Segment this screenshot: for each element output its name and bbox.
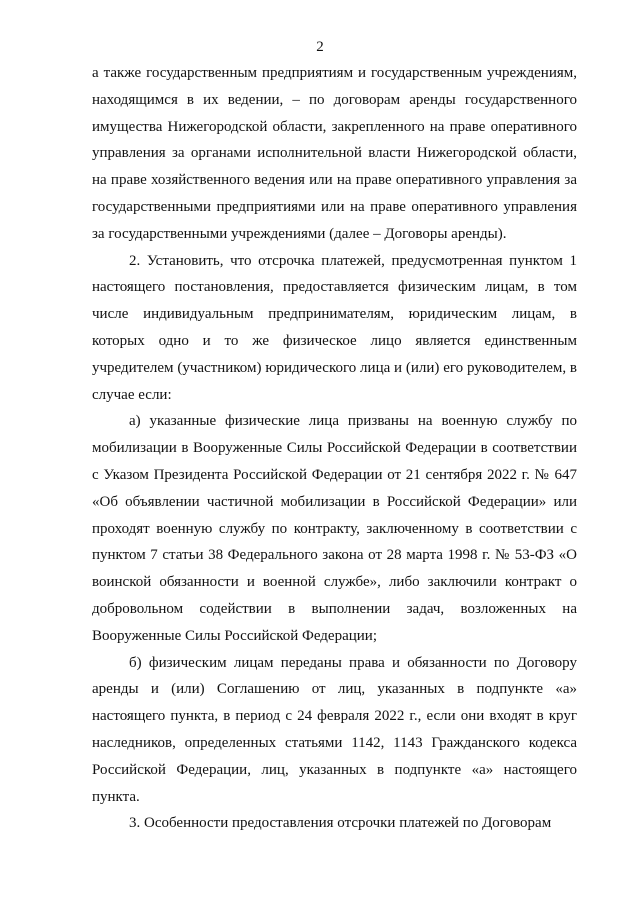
- document-body: [92, 60, 577, 837]
- paragraph-item-3: 3. Особенности предоставления отсрочки платежей по Договорам: [129, 815, 552, 832]
- paragraph-item-2a: а) указанные физические лица призваны на военную службу по мобилизации в Вооруженные Силы Российской Федерации в соответствии с Указом Президента Российской Федерации от 21 сентября 2022 г. № 647 «Об объявлении частичной мобилизации в Российской Федерации» или проходят военную службу по контракту, заключенному в соответствии с пунктом 7 статьи 38 Федерального закона от 28 марта 1998 г. № 53-ФЗ «О воинской обязанности и военной службе», либо заключили контракт о добровольном содействии в выполнении задач, возложенных на Вооруженные Силы Российской Федерации;: [92, 413, 577, 644]
- paragraph-item-2: 2. Установить, что отсрочка платежей, предусмотренная пунктом 1 настоящего постановления, предоставляется физическим лицам, в том числе индивидуальным предпринимателям, юридическим лицам, в которых одно и то же физическое лицо является единственным учредителем (участником) юридического лица и (или) его руководителем, в случае если:: [92, 252, 577, 403]
- page-number: 2: [316, 39, 324, 55]
- paragraph-item-2b: б) физическим лицам переданы права и обязанности по Договору аренды и (или) Соглашению от лиц, указанных в подпункте «а» настоящего пункта, в период с 24 февраля 2022 г., если они входят в круг наследников, определенных статьями 1142, 1143 Гражданского кодекса Российской Федерации, лиц, указанных в подпункте «а» настоящего пункта.: [92, 654, 577, 805]
- paragraph-continuation: а также государственным предприятиям и государственным учреждениям, находящимся в их ведении, – по договорам аренды государственного имущества Нижегородской области, закрепленного на праве оперативного управления за органами исполнительной власти Нижегородской области, на праве хозяйственного ведения или на праве оперативного управления за государственными предприятиями или на праве оперативного управления за государственными учреждениями (далее – Договоры аренды).: [92, 65, 577, 242]
